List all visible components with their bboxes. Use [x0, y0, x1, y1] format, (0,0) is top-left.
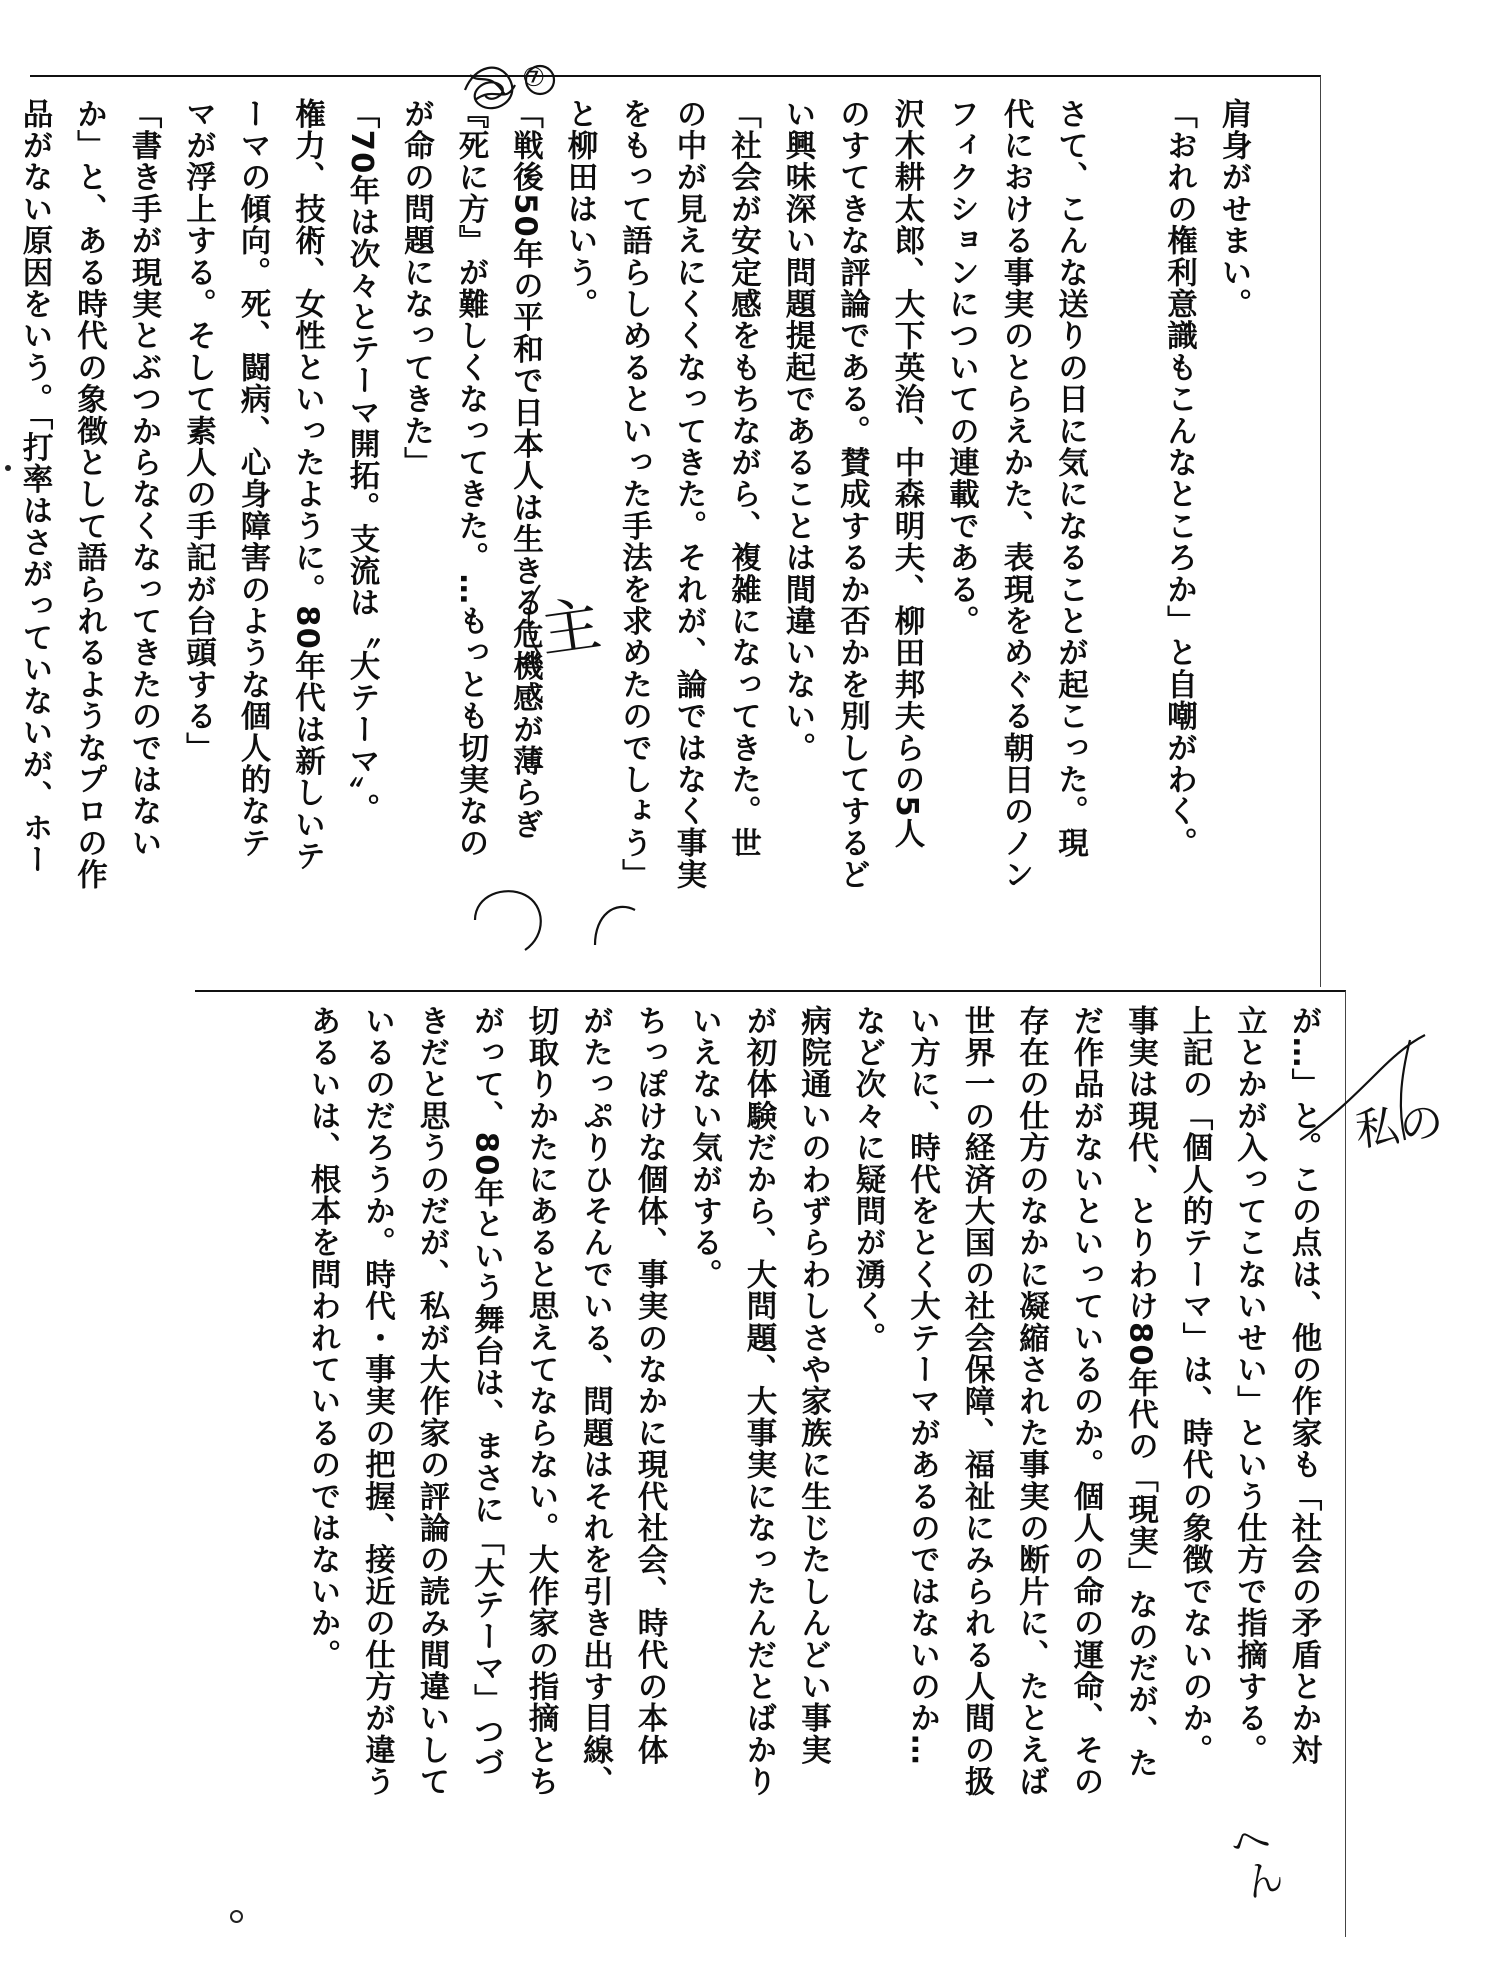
stray-dot — [230, 1910, 243, 1923]
top-line: マが浮上する。そして素人の手記が台頭する」 — [180, 98, 216, 764]
bottom-line: がって、80年という舞台は、まさに「大テーマ」つづ — [468, 1005, 504, 1779]
top-line: い興味深い問題提起であることは間違いない。 — [780, 98, 815, 764]
stray-dot — [5, 465, 11, 471]
bottom-line: あるいは、根本を問われているのではないか。 — [305, 1005, 340, 1671]
top-line: のすてきな評論である。賛成するか否かを別してするど — [834, 98, 870, 891]
top-line: 権力、技術、女性といったように。80年代は新しいテ — [289, 98, 325, 872]
bottom-line: 上記の「個人的テーマ」は、時代の象徴でないのか。 — [1177, 1005, 1212, 1766]
top-line: 肩身がせまい。 — [1216, 98, 1251, 320]
top-line: 「書き手が現実とぶつからなくなってきたのではない — [126, 98, 161, 859]
top-line: さて、こんな送りの日に気になることが起こった。現 — [1052, 98, 1088, 859]
bottom-line: が…」と。この点は、他の作家も「社会の矛盾とか対 — [1286, 1005, 1321, 1766]
bottom-line: 事実は現代、とりわけ80年代の「現実」なのだが、た — [1122, 1005, 1158, 1779]
bottom-line: ちっぽけな個体、事実のなかに現代社会、時代の本体 — [632, 1005, 667, 1766]
top-article-text — [0, 98, 1260, 978]
bottom-line: だ作品がないといっているのか。個人の命の運命、その — [1068, 1005, 1103, 1798]
top-line: 代における事実のとらえかた、表現をめぐる朝日のノン — [998, 98, 1033, 891]
bottom-line: 病院通いのわずらわしさや家族に生じたしんどい事実 — [795, 1005, 831, 1766]
top-line: 『死に方』が難しくなってきた。…もっとも切実なの — [453, 98, 488, 859]
top-line: 「70年は次々とテーマ開拓。支流は〝大テーマ〟。 — [344, 98, 379, 825]
top-line: と柳田はいう。 — [562, 98, 597, 320]
top-line — [0, 98, 7, 978]
top-line: の中が見えにくくなってきた。それが、論ではなく事実 — [671, 98, 706, 891]
top-line: 品がない原因をいう。「打率はさがっていないが、ホー — [17, 98, 52, 876]
bottom-line: いるのだろうか。時代・事実の把握、接近の仕方が違う — [359, 1005, 395, 1798]
handwritten-note-mine: 私の — [1353, 1096, 1446, 1157]
top-line: ーマの傾向。死、闘病、心身障害のような個人的なテ — [235, 98, 270, 859]
bottom-line: など次々に疑問が湧く。 — [850, 1005, 885, 1354]
top-line: 「社会が安定感をもちながら、複雑になってきた。世 — [725, 98, 761, 859]
bottom-line: い方に、時代をとく大テーマがあるのではないのか… — [904, 1005, 940, 1766]
bottom-line: が初体験だから、大問題、大事実になったんだとばかり — [741, 1005, 776, 1798]
bottom-line: 存在の仕方のなかに凝縮された事実の断片に、たとえば — [1013, 1005, 1049, 1798]
bottom-line: 世界一の経済大国の社会保障、福祉にみられる人間の扱 — [959, 1005, 994, 1798]
top-line: 「戦後50年の平和で日本人は生きる危機感が薄らぎ — [507, 98, 543, 841]
top-line: をもって語らしめるといった手法を求めたのでしょう」 — [616, 98, 652, 891]
top-line: か」と、ある時代の象徴として語られるようなプロの作 — [71, 98, 107, 891]
top-line — [1097, 98, 1152, 978]
top-line: 「おれの権利意識もこんなところか」と自嘲がわく。 — [1161, 98, 1197, 859]
handwritten-note-main: 主 — [536, 589, 606, 667]
top-line: フィクションについての連載である。 — [943, 98, 979, 637]
bottom-line: きだと思うのだが、私が大作家の評論の読み間違いして — [414, 1005, 449, 1798]
bottom-article-text — [295, 1005, 1331, 1925]
top-line: 沢木耕太郎、大下英治、中森明夫、柳田邦夫らの5人 — [889, 98, 924, 850]
handwritten-note-hen: へん — [1217, 1814, 1289, 1906]
top-line: が命の問題になってきた」 — [398, 98, 434, 479]
bottom-line: 切取りかたにあると思えてならない。大作家の指摘とち — [523, 1005, 558, 1798]
circled-note-seven: ⑦ — [522, 63, 546, 93]
bottom-line: 立とかが入ってこないせい」という仕方で指摘する。 — [1231, 1005, 1267, 1766]
bottom-line: がたっぷりひそんでいる、問題はそれを引き出す目線、 — [577, 1005, 613, 1798]
bottom-line: いえない気がする。 — [686, 1005, 722, 1291]
